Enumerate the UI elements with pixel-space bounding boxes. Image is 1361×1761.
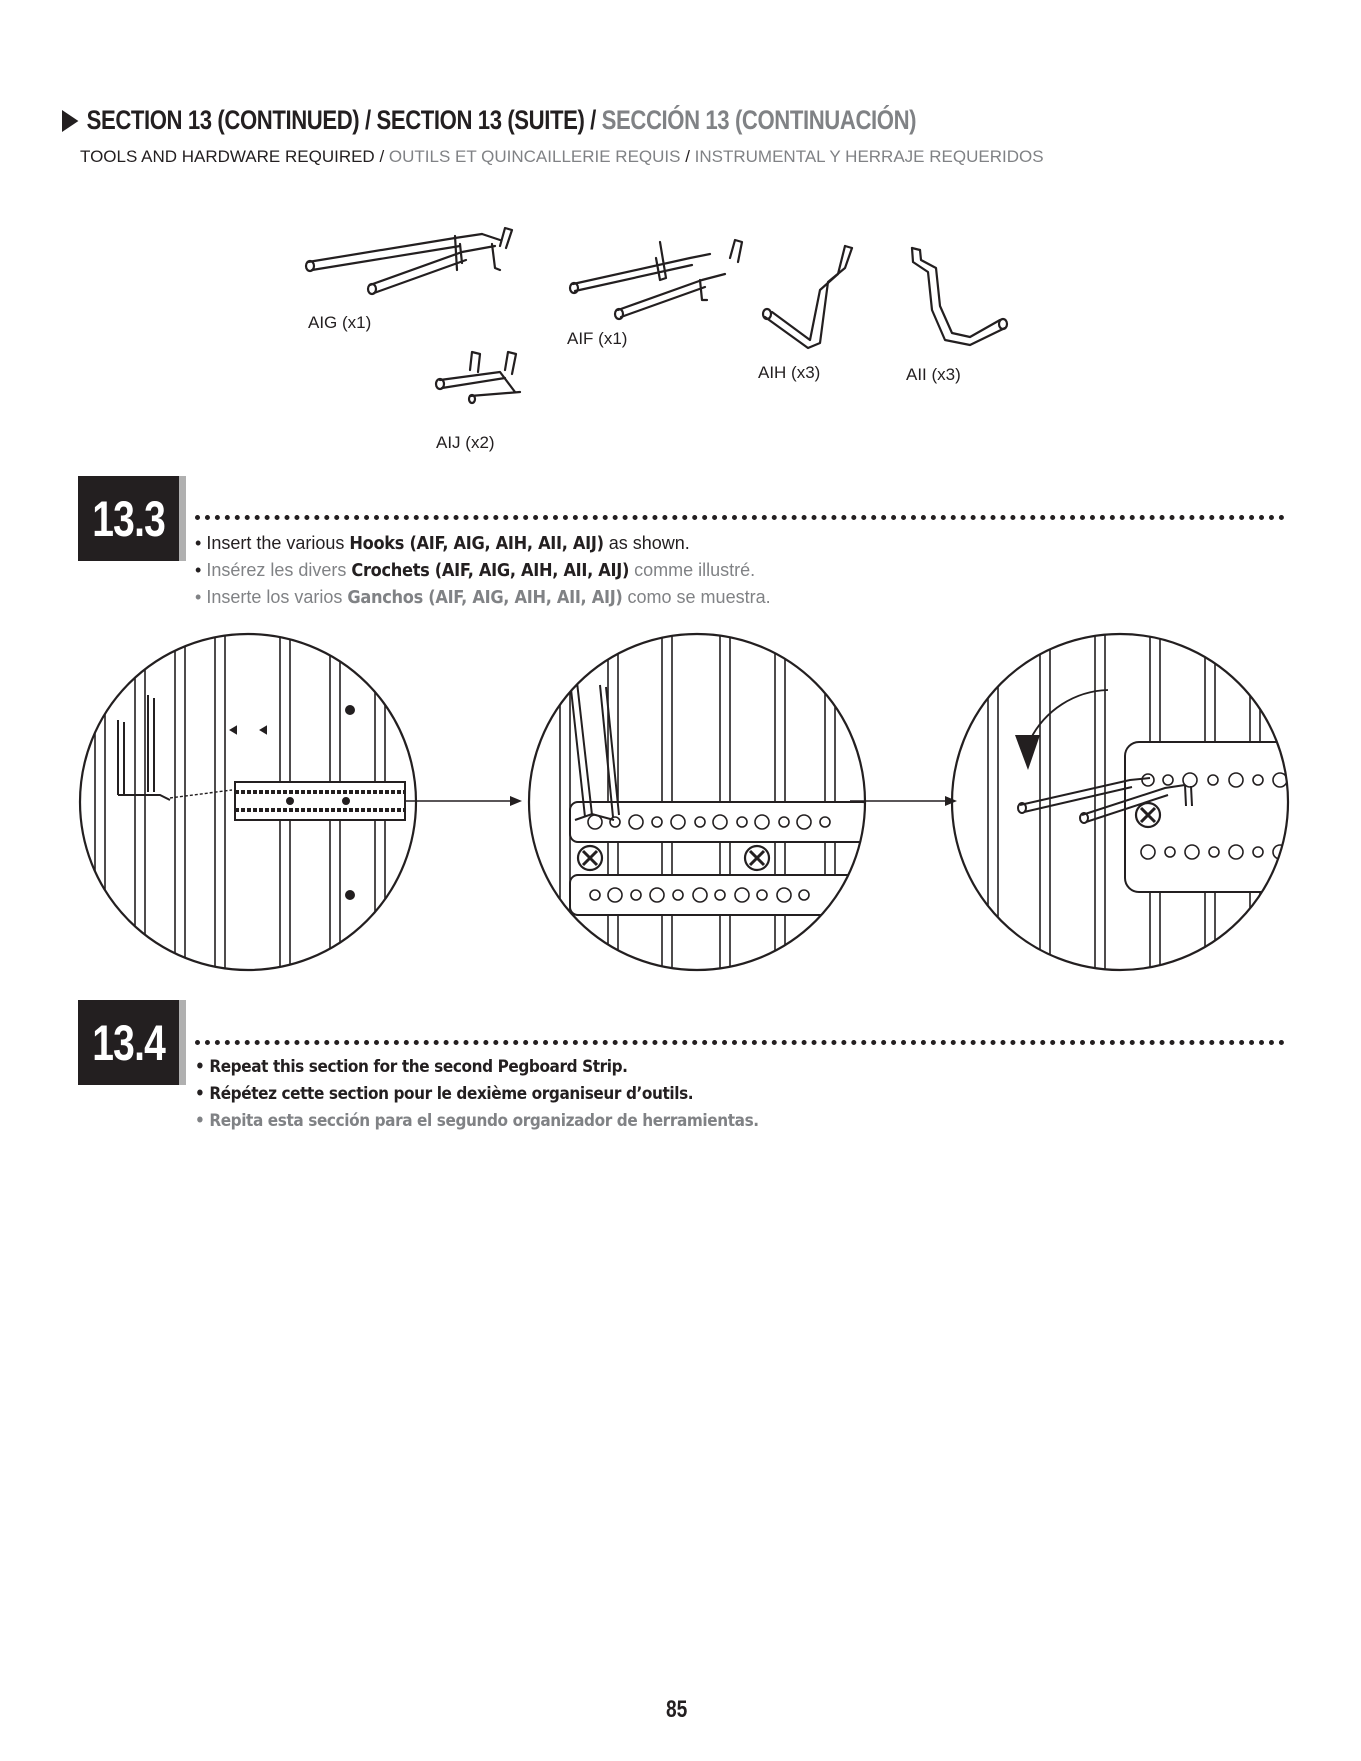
step-13-4-instruction-es: • Repita esta sección para el segundo organizador de herramientas. xyxy=(195,1111,759,1131)
hook-aig-drawing xyxy=(306,228,512,294)
part-label-aii: AII (x3) xyxy=(906,365,961,384)
detail-circle-3 xyxy=(988,630,1325,980)
hook-aii-drawing xyxy=(912,248,1007,345)
step-13-3-dotted-rule xyxy=(195,515,1285,520)
subtitle-fr: OUTILS ET QUINCAILLERIE REQUIS xyxy=(388,147,681,166)
step-13-3-number: 13.3 xyxy=(78,476,179,561)
tools-subtitle: TOOLS AND HARDWARE REQUIRED / OUTILS ET QUINCAILLERIE REQUIS / INSTRUMENTAL Y HERRAJE REQUERIDOS xyxy=(80,147,1044,166)
hook-install-diagram xyxy=(0,630,1361,980)
title-fr: SECTION 13 (SUITE) xyxy=(376,105,585,135)
step-13-4-number: 13.4 xyxy=(78,1000,179,1085)
hardware-illustrations xyxy=(0,0,1361,460)
arrow-right-icon xyxy=(510,796,522,806)
title-es: SECCIÓN 13 (CONTINUACIÓN) xyxy=(601,105,917,135)
step-13-4-dotted-rule xyxy=(195,1040,1285,1045)
step-13-4-shadow xyxy=(179,1000,186,1085)
step-13-3-instruction-fr: • Insérez les divers Crochets (AIF, AIG, AIH, AII, AIJ) comme illustré. xyxy=(195,560,756,581)
step-13-3-shadow xyxy=(179,476,186,561)
page-number: 85 xyxy=(666,1696,688,1723)
detail-circle-2 xyxy=(560,630,870,980)
step-13-4-instruction-en: • Repeat this section for the second Pegboard Strip. xyxy=(195,1057,628,1077)
step-13-3-instruction-en: • Insert the various Hooks (AIF, AIG, AIH, AII, AIJ) as shown. xyxy=(195,533,690,554)
part-label-aig: AIG (x1) xyxy=(308,313,372,332)
title-en: SECTION 13 (CONTINUED) xyxy=(86,105,360,135)
step-13-4-instruction-fr: • Répétez cette section pour le dexième organiseur d’outils. xyxy=(195,1084,694,1104)
subtitle-es: INSTRUMENTAL Y HERRAJE REQUERIDOS xyxy=(694,147,1044,166)
step-13-3-instruction-es: • Inserte los varios Ganchos (AIF, AIG, AIH, AII, AIJ) como se muestra. xyxy=(195,587,771,608)
hook-aif-drawing xyxy=(570,240,742,319)
part-label-aih: AIH (x3) xyxy=(758,363,821,382)
subtitle-en: TOOLS AND HARDWARE REQUIRED xyxy=(80,147,375,166)
part-label-aif: AIF (x1) xyxy=(567,329,628,348)
rotate-down-arrow-icon xyxy=(1015,735,1040,770)
section-title: SECTION 13 (CONTINUED) / SECTION 13 (SUITE) / SECCIÓN 13 (CONTINUACIÓN) xyxy=(62,105,916,136)
hook-aij-drawing xyxy=(436,352,520,403)
hook-aih-drawing xyxy=(763,246,852,348)
part-label-aij: AIJ (x2) xyxy=(436,433,495,452)
